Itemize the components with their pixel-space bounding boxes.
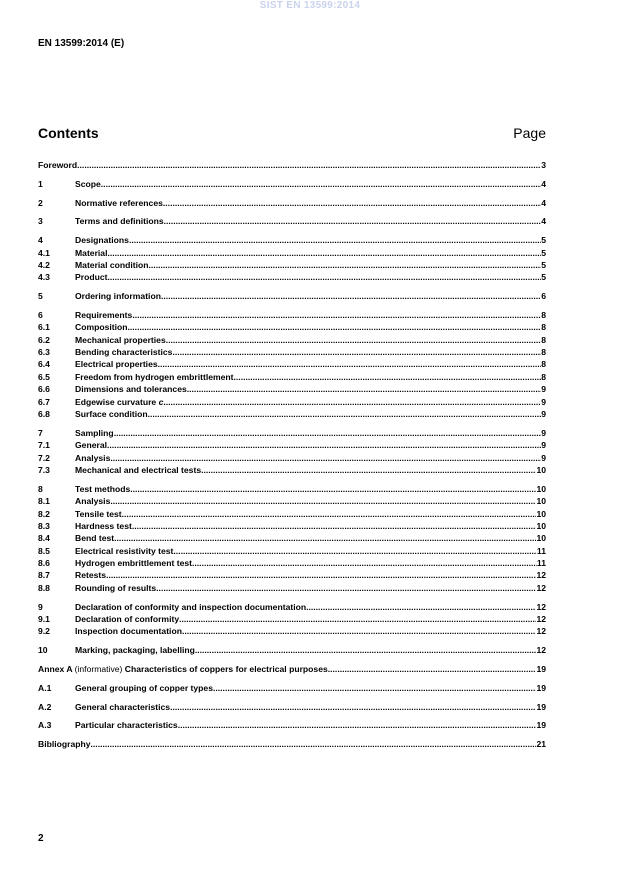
dot-leader	[149, 259, 542, 271]
dot-leader	[195, 644, 537, 656]
dot-leader	[161, 290, 541, 302]
toc-entry-annex-type: (informative)	[74, 663, 123, 674]
toc-entry-page: 5	[541, 272, 546, 283]
dot-leader	[173, 545, 537, 557]
document-id: EN 13599:2014 (E)	[38, 38, 125, 49]
dot-leader	[122, 508, 537, 520]
toc-entry-title: Product	[75, 272, 108, 283]
page-number: 2	[38, 833, 44, 844]
toc-entry-number: 6.5	[38, 371, 50, 382]
dot-leader	[187, 383, 541, 395]
dot-leader	[328, 663, 537, 675]
toc-entry-page: 5	[541, 259, 546, 270]
toc-entry[interactable]	[38, 271, 546, 283]
dot-leader	[129, 234, 541, 246]
dot-leader	[170, 701, 536, 713]
dot-leader	[172, 346, 541, 358]
toc-entry-title: Edgewise curvature c	[75, 396, 164, 407]
toc-entry-title: Mechanical and electrical tests	[75, 464, 202, 475]
toc-entry[interactable]	[38, 545, 546, 557]
toc-entry[interactable]	[38, 701, 546, 713]
toc-entry[interactable]	[38, 569, 546, 581]
dot-leader	[192, 557, 537, 569]
dot-leader	[107, 247, 541, 259]
dot-leader	[148, 408, 542, 420]
toc-entry-page: 8	[541, 334, 546, 345]
dot-leader	[77, 159, 541, 171]
toc-entry-title: Normative references	[75, 197, 163, 208]
dot-leader	[107, 439, 541, 451]
toc-entry-page: 12	[536, 614, 546, 625]
toc-entry-page: 8	[541, 309, 546, 320]
toc-entry-number: 7.2	[38, 452, 50, 463]
toc-entry[interactable]	[38, 601, 546, 613]
toc-entry[interactable]	[38, 663, 546, 675]
toc-entry-page: 10	[536, 464, 546, 475]
toc-entry[interactable]	[38, 247, 546, 259]
dot-leader	[132, 309, 541, 321]
toc-entry-title: General grouping of copper types	[75, 682, 213, 693]
toc-entry-page: 4	[541, 197, 546, 208]
toc-entry-title: Foreword	[38, 160, 78, 170]
toc-entry[interactable]	[38, 427, 546, 439]
toc-entry-page: 12	[536, 645, 546, 656]
toc-entry-title: Freedom from hydrogen embrittlement	[75, 371, 234, 382]
toc-entry-page: 21	[536, 739, 546, 750]
toc-entry-number: 6.7	[38, 396, 50, 407]
toc-entry-page: 6	[541, 291, 546, 302]
toc-entry-title: Bend test	[75, 533, 115, 544]
toc-entry[interactable]	[38, 644, 546, 656]
toc-entry-page: 9	[541, 396, 546, 407]
dot-leader	[213, 682, 536, 694]
toc-entry-title: Rounding of results	[75, 582, 157, 593]
toc-entry[interactable]	[38, 383, 546, 395]
toc-entry-number: 7	[38, 427, 43, 438]
toc-entry-page: 19	[536, 720, 546, 731]
dot-leader	[107, 271, 541, 283]
dot-leader	[158, 358, 542, 370]
toc-entry[interactable]	[38, 738, 546, 750]
toc-entry[interactable]	[38, 396, 546, 408]
toc-entry-title: General	[75, 440, 108, 451]
toc-entry-title: Material	[75, 247, 108, 258]
toc-entry-number: 9.2	[38, 626, 50, 637]
toc-entry-number: 8.5	[38, 545, 50, 556]
toc-entry-title: Particular characteristics	[75, 720, 178, 731]
dot-leader	[163, 197, 541, 209]
toc-entry-number: 6	[38, 309, 43, 320]
toc-entry-page: 19	[536, 663, 546, 674]
toc-entry[interactable]	[38, 613, 546, 625]
toc-entry-page: 12	[536, 601, 546, 612]
toc-entry-number: 5	[38, 291, 43, 302]
toc-entry-page: 9	[541, 440, 546, 451]
dot-leader	[163, 396, 541, 408]
toc-entry-number: 1	[38, 178, 43, 189]
toc-entry[interactable]	[38, 334, 546, 346]
toc-entry-number: A.3	[38, 720, 52, 731]
toc-entry-title: Terms and definitions	[75, 216, 164, 227]
toc-entry-page: 8	[541, 359, 546, 370]
toc-entry-title: Electrical properties	[75, 359, 158, 370]
toc-entry-page: 4	[541, 216, 546, 227]
toc-entry-number: A.1	[38, 682, 52, 693]
page-column-label: Page	[513, 125, 546, 141]
toc-entry-title: Analysis	[75, 496, 111, 507]
dot-leader	[114, 427, 542, 439]
toc-entry-number: 4	[38, 235, 43, 246]
toc-entry-number: 8.3	[38, 520, 50, 531]
toc-entry-number: 2	[38, 197, 43, 208]
toc-entry-number: 8.2	[38, 508, 50, 519]
dot-leader	[166, 334, 541, 346]
toc-entry[interactable]	[38, 197, 546, 209]
toc-entry-title: Hardness test	[75, 520, 132, 531]
toc-entry-number: 6.6	[38, 384, 50, 395]
dot-leader	[156, 582, 536, 594]
toc-entry-page: 19	[536, 682, 546, 693]
dot-leader	[234, 371, 542, 383]
toc-entry-title	[38, 663, 328, 675]
toc-entry-title: Tensile test	[75, 508, 122, 519]
toc-entry-page: 9	[541, 452, 546, 463]
toc-entry-number: 9	[38, 601, 43, 612]
toc-entry[interactable]	[38, 408, 546, 420]
toc-entry[interactable]	[38, 346, 546, 358]
toc-entry[interactable]	[38, 234, 546, 246]
toc-entry-title: Mechanical properties	[75, 334, 166, 345]
toc-entry[interactable]	[38, 682, 546, 694]
toc-entry-page: 11	[536, 545, 546, 556]
toc-entry-title: Ordering information	[75, 291, 161, 302]
toc-entry-page: 3	[541, 160, 546, 170]
dot-leader	[164, 215, 542, 227]
toc-entry[interactable]	[38, 358, 546, 370]
toc-entry-title: Analysis	[75, 452, 111, 463]
contents-title: Contents	[38, 125, 99, 141]
toc-entry[interactable]	[38, 532, 546, 544]
toc-entry-number: 8.1	[38, 496, 50, 507]
toc-entry-title: Designations	[75, 235, 129, 246]
toc-entry-page: 8	[541, 371, 546, 382]
dot-leader	[110, 452, 541, 464]
toc-entry[interactable]	[38, 495, 546, 507]
toc-entry-page: 9	[541, 408, 546, 419]
toc-entry-title: General characteristics	[75, 701, 171, 712]
dot-leader	[91, 738, 537, 750]
dot-leader	[101, 178, 541, 190]
toc-entry-page: 11	[536, 558, 546, 569]
toc-entry-page: 10	[536, 533, 546, 544]
dot-leader	[182, 625, 536, 637]
toc-entry-page: 10	[536, 508, 546, 519]
toc-entry-title: Retests	[75, 570, 107, 581]
toc-entry[interactable]	[38, 464, 546, 476]
toc-entry-number: 8.4	[38, 533, 50, 544]
toc-entry[interactable]	[38, 625, 546, 637]
toc-entry[interactable]	[38, 439, 546, 451]
toc-entry[interactable]	[38, 290, 546, 302]
toc-entry-title: Declaration of conformity and inspection documentation	[75, 601, 307, 612]
toc-entry-title: Composition	[75, 322, 128, 333]
toc-entry-title: Sampling	[75, 427, 114, 438]
toc-entry-title: Electrical resistivity test	[75, 545, 174, 556]
toc-entry[interactable]	[38, 557, 546, 569]
variable-c: c	[158, 396, 164, 407]
toc-entry-title: Test methods	[75, 483, 131, 494]
toc-entry[interactable]	[38, 371, 546, 383]
toc-entry-page: 10	[536, 520, 546, 531]
toc-entry-page: 10	[536, 496, 546, 507]
toc-entry[interactable]	[38, 215, 546, 227]
toc-entry-number: 6.2	[38, 334, 50, 345]
toc-entry-number: 6.4	[38, 359, 50, 370]
dot-leader	[201, 464, 536, 476]
toc-entry-number: A.2	[38, 701, 52, 712]
toc-entry-number: 8	[38, 483, 43, 494]
toc-entry-page: 12	[536, 582, 546, 593]
toc-entry[interactable]	[38, 520, 546, 532]
toc-entry-number: 7.1	[38, 440, 50, 451]
toc-entry-page: 9	[541, 427, 546, 438]
toc-entry-number: 9.1	[38, 614, 50, 625]
contents-heading	[38, 125, 546, 141]
toc-entry-title: Declaration of conformity	[75, 614, 180, 625]
toc-entry-page: 12	[536, 570, 546, 581]
toc-entry-title: Marking, packaging, labelling	[75, 645, 195, 656]
toc-entry[interactable]	[38, 483, 546, 495]
dot-leader	[130, 483, 536, 495]
toc-entry-page: 4	[541, 178, 546, 189]
dot-leader	[114, 532, 536, 544]
toc-entry-title-lead: Annex A	[38, 663, 73, 674]
toc-entry-title: Requirements	[75, 309, 133, 320]
toc-entry-number: 8.6	[38, 558, 50, 569]
toc-entry[interactable]	[38, 159, 546, 171]
dot-leader	[106, 569, 536, 581]
dot-leader	[306, 601, 536, 613]
toc-entry-number: 6.8	[38, 408, 50, 419]
toc-entry-number: 7.3	[38, 464, 50, 475]
dot-leader	[178, 719, 537, 731]
toc-entry-page: 8	[541, 347, 546, 358]
toc-entry-number: 4.3	[38, 272, 50, 283]
toc-entry-title: Hydrogen embrittlement test	[75, 558, 192, 569]
dot-leader	[132, 520, 537, 532]
toc-entry-title-rest: Characteristics of coppers for electrical purposes	[124, 663, 328, 674]
watermark: SIST EN 13599:2014	[259, 0, 361, 11]
toc-entry-title: Inspection documentation	[75, 626, 182, 637]
toc-entry-title: Bibliography	[38, 739, 91, 750]
toc-entry-page: 19	[536, 701, 546, 712]
toc-entry-title: Dimensions and tolerances	[75, 384, 187, 395]
toc-entry[interactable]	[38, 452, 546, 464]
toc-entry-title: Surface condition	[75, 408, 148, 419]
toc-entry-title: Material condition	[75, 259, 149, 270]
toc-entry-page: 8	[541, 322, 546, 333]
dot-leader	[179, 613, 536, 625]
toc-entry[interactable]	[38, 508, 546, 520]
toc-entry-number: 4.2	[38, 259, 50, 270]
toc-entry-page: 5	[541, 247, 546, 258]
toc-entry-page: 5	[541, 235, 546, 246]
toc-entry-number: 8.8	[38, 582, 50, 593]
toc-entry-number: 3	[38, 216, 43, 227]
toc-entry-number: 10	[38, 645, 48, 656]
toc-entry[interactable]	[38, 259, 546, 271]
toc-entry-number: 6.3	[38, 347, 50, 358]
dot-leader	[128, 321, 542, 333]
toc-entry-page: 9	[541, 384, 546, 395]
toc-entry-number: 4.1	[38, 247, 50, 258]
toc-entry-page: 10	[536, 483, 546, 494]
toc-entry[interactable]	[38, 309, 546, 321]
toc-entry-number: 8.7	[38, 570, 50, 581]
toc-entry-number: 6.1	[38, 322, 50, 333]
toc-entry-title: Bending characteristics	[75, 347, 173, 358]
table-of-contents	[38, 159, 546, 750]
toc-entry[interactable]	[38, 582, 546, 594]
toc-entry-title: Scope	[75, 178, 101, 189]
dot-leader	[110, 495, 536, 507]
toc-entry-page: 12	[536, 626, 546, 637]
toc-entry[interactable]	[38, 321, 546, 333]
toc-entry[interactable]	[38, 178, 546, 190]
toc-entry[interactable]	[38, 719, 546, 731]
